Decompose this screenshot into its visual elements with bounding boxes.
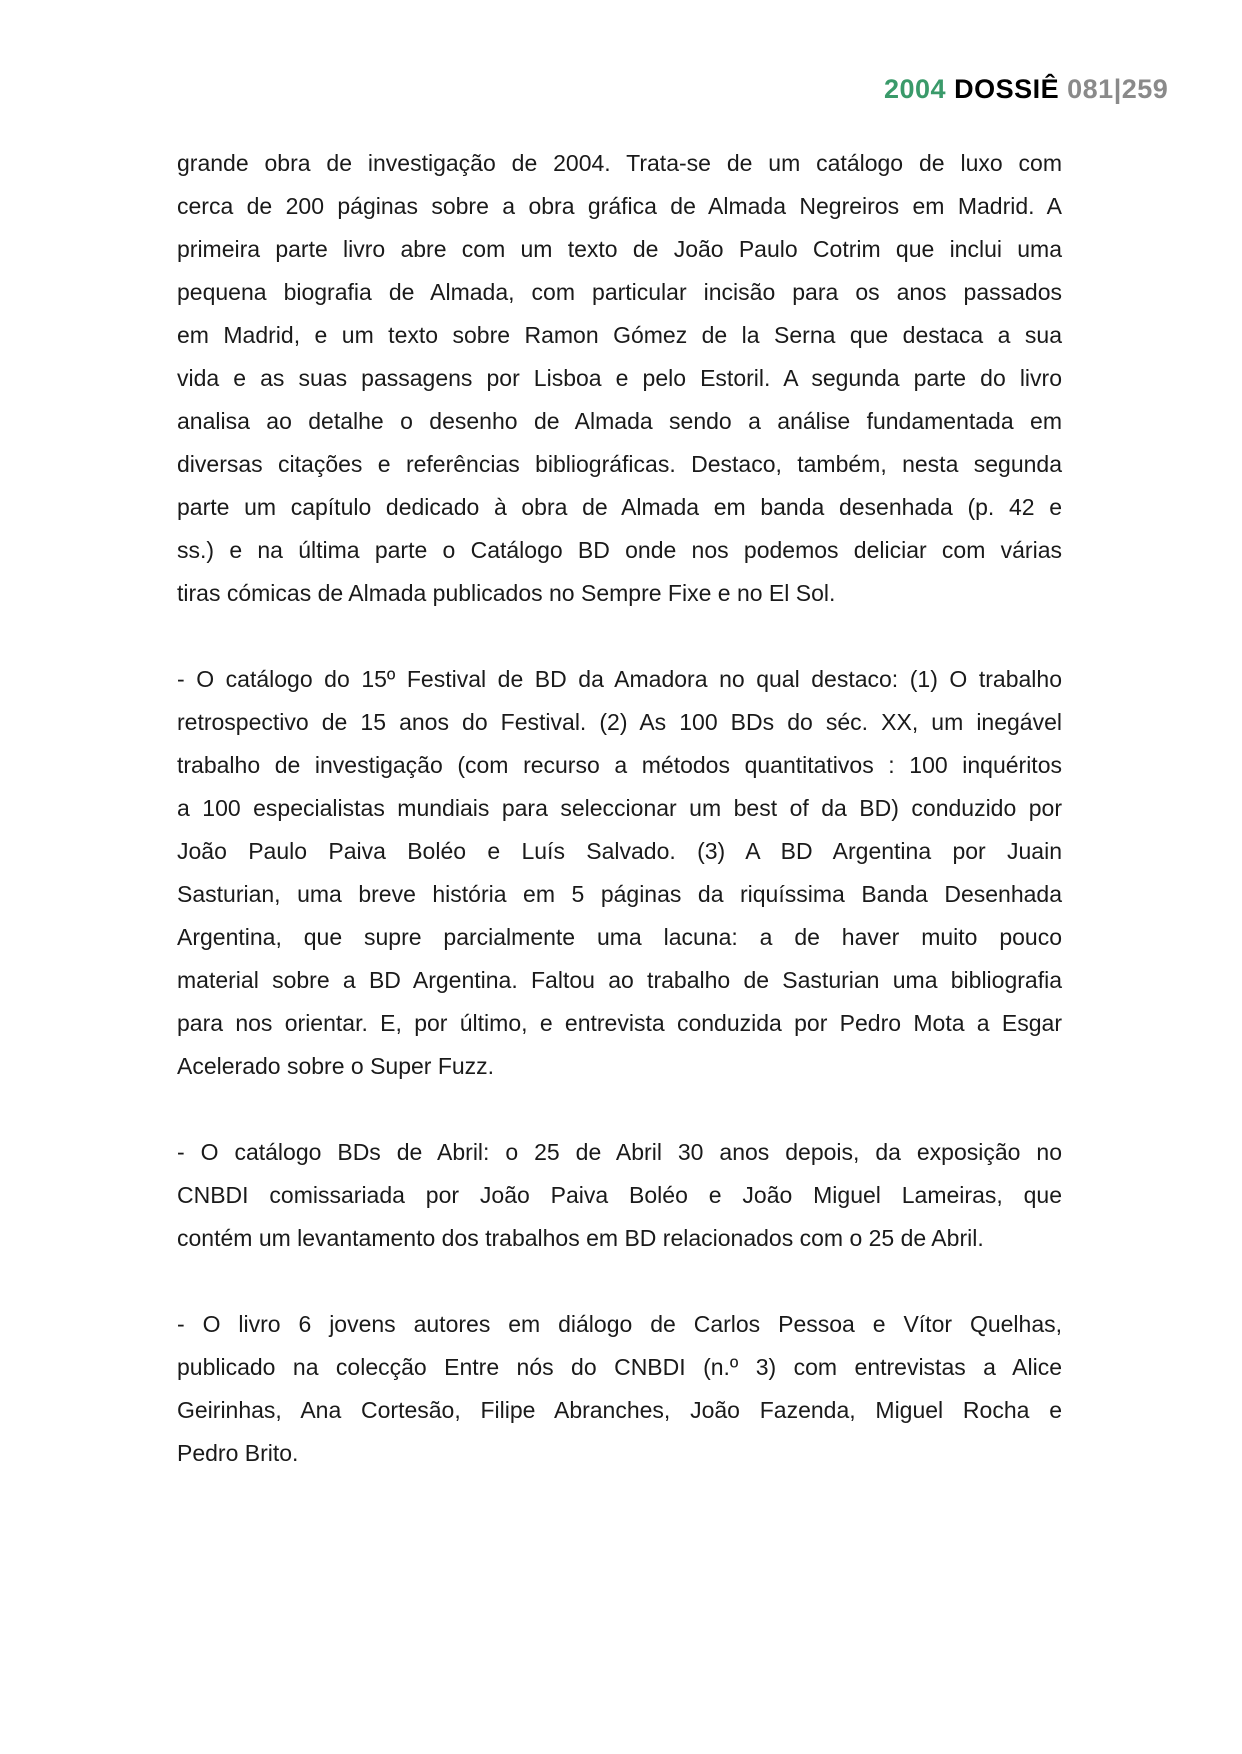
paragraph bbox=[177, 1131, 1062, 1260]
text-line: - O livro 6 jovens autores em diálogo de Carlos Pessoa e Vítor Quelhas, bbox=[177, 1311, 1062, 1337]
paragraph bbox=[177, 658, 1062, 1088]
text-line: - O catálogo do 15º Festival de BD da Amadora no qual destaco: (1) O trabalho bbox=[177, 666, 1062, 692]
text-line: Argentina, que supre parcialmente uma lacuna: a de haver muito pouco bbox=[177, 924, 1062, 950]
text-line: Geirinhas, Ana Cortesão, Filipe Abranches, João Fazenda, Miguel Rocha e bbox=[177, 1397, 1062, 1423]
text-line: - O catálogo BDs de Abril: o 25 de Abril 30 anos depois, da exposição no bbox=[177, 1139, 1062, 1165]
text-line: cerca de 200 páginas sobre a obra gráfica de Almada Negreiros em Madrid. A bbox=[177, 193, 1062, 219]
text-line: analisa ao detalhe o desenho de Almada sendo a análise fundamentada em bbox=[177, 408, 1062, 434]
text-line: Sasturian, uma breve história em 5 páginas da riquíssima Banda Desenhada bbox=[177, 881, 1062, 907]
text-line: parte um capítulo dedicado à obra de Almada em banda desenhada (p. 42 e bbox=[177, 494, 1062, 520]
text-line: retrospectivo de 15 anos do Festival. (2) As 100 BDs do séc. XX, um inegável bbox=[177, 709, 1062, 735]
text-line: a 100 especialistas mundiais para seleccionar um best of da BD) conduzido por bbox=[177, 795, 1062, 821]
text-line: trabalho de investigação (com recurso a métodos quantitativos : 100 inquéritos bbox=[177, 752, 1062, 778]
text-line: Pedro Brito. bbox=[177, 1440, 299, 1466]
text-line: vida e as suas passagens por Lisboa e pelo Estoril. A segunda parte do livro bbox=[177, 365, 1062, 391]
paragraph bbox=[177, 142, 1062, 615]
header-title: DOSSIÊ bbox=[954, 74, 1060, 104]
text-line: tiras cómicas de Almada publicados no Sempre Fixe e no El Sol. bbox=[177, 580, 836, 606]
text-line: para nos orientar. E, por último, e entrevista conduzida por Pedro Mota a Esgar bbox=[177, 1010, 1062, 1036]
paragraph bbox=[177, 1303, 1062, 1475]
text-line: grande obra de investigação de 2004. Trata-se de um catálogo de luxo com bbox=[177, 150, 1062, 176]
text-line: Acelerado sobre o Super Fuzz. bbox=[177, 1053, 495, 1079]
text-line: primeira parte livro abre com um texto de João Paulo Cotrim que inclui uma bbox=[177, 236, 1062, 262]
header-page-number: 081|259 bbox=[1067, 74, 1169, 104]
text-line: CNBDI comissariada por João Paiva Boléo e João Miguel Lameiras, que bbox=[177, 1182, 1062, 1208]
document-body bbox=[177, 142, 1062, 1518]
text-line: publicado na colecção Entre nós do CNBDI (n.º 3) com entrevistas a Alice bbox=[177, 1354, 1062, 1380]
text-line: João Paulo Paiva Boléo e Luís Salvado. (3) A BD Argentina por Juain bbox=[177, 838, 1062, 864]
text-line: ss.) e na última parte o Catálogo BD onde nos podemos deliciar com várias bbox=[177, 537, 1062, 563]
header-year: 2004 bbox=[884, 74, 947, 104]
text-line: em Madrid, e um texto sobre Ramon Gómez de la Serna que destaca a sua bbox=[177, 322, 1062, 348]
text-line: contém um levantamento dos trabalhos em BD relacionados com o 25 de Abril. bbox=[177, 1225, 984, 1251]
text-line: pequena biografia de Almada, com particular incisão para os anos passados bbox=[177, 279, 1062, 305]
page-header bbox=[884, 74, 1168, 105]
text-line: diversas citações e referências bibliográficas. Destaco, também, nesta segunda bbox=[177, 451, 1062, 477]
text-line: material sobre a BD Argentina. Faltou ao trabalho de Sasturian uma bibliografia bbox=[177, 967, 1062, 993]
